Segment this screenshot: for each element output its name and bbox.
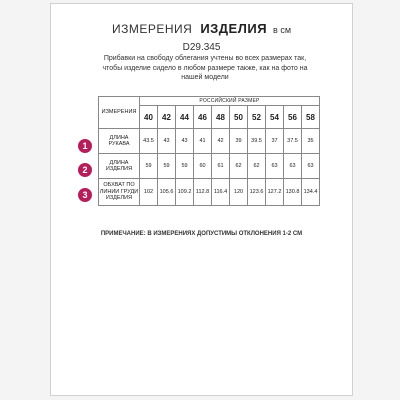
value-cell: 43 — [158, 129, 176, 154]
corner-label: ИЗМЕРЕНИЯ — [99, 97, 140, 129]
value-cell: 59 — [176, 154, 194, 179]
size-cell: 48 — [212, 106, 230, 129]
value-cell: 39.5 — [248, 129, 266, 154]
value-cell: 63 — [302, 154, 320, 179]
row-label: ДЛИНА РУКАВА — [99, 129, 140, 154]
value-cell: 62 — [230, 154, 248, 179]
value-cell: 41 — [194, 129, 212, 154]
size-cell: 44 — [176, 106, 194, 129]
row-label: ОБХВАТ ПО ЛИНИИ ГРУДИ ИЗДЕЛИЯ — [99, 179, 140, 206]
value-cell: 134.4 — [302, 179, 320, 206]
value-cell: 116.4 — [212, 179, 230, 206]
value-cell: 37.5 — [284, 129, 302, 154]
product-code: D29.345 — [182, 42, 221, 53]
value-cell: 61 — [212, 154, 230, 179]
table-header-row — [99, 97, 320, 106]
size-cell: 52 — [248, 106, 266, 129]
row-marker-3: 3 — [78, 188, 92, 202]
size-group-label: РОССИЙСКИЙ РАЗМЕР — [140, 97, 320, 106]
value-cell: 62 — [248, 154, 266, 179]
value-cell: 37 — [266, 129, 284, 154]
value-cell: 105.6 — [158, 179, 176, 206]
title-main: ИЗДЕЛИЯ — [200, 21, 268, 36]
measurement-table — [98, 96, 320, 206]
value-cell: 127.2 — [266, 179, 284, 206]
size-cell: 54 — [266, 106, 284, 129]
value-cell: 112.8 — [194, 179, 212, 206]
value-cell: 63 — [266, 154, 284, 179]
value-cell: 42 — [212, 129, 230, 154]
value-cell: 123.6 — [248, 179, 266, 206]
size-cell: 42 — [158, 106, 176, 129]
table-row — [99, 179, 320, 206]
value-cell: 60 — [194, 154, 212, 179]
tolerance-note: ПРИМЕЧАНИЕ: В ИЗМЕРЕНИЯХ ДОПУСТИМЫ ОТКЛОНЕНИЯ 1-2 СМ — [100, 231, 303, 237]
value-cell: 109.2 — [176, 179, 194, 206]
value-cell: 63 — [284, 154, 302, 179]
value-cell: 120 — [230, 179, 248, 206]
value-cell: 102 — [140, 179, 158, 206]
size-cell: 56 — [284, 106, 302, 129]
row-label: ДЛИНА ИЗДЕЛИЯ — [99, 154, 140, 179]
value-cell: 130.8 — [284, 179, 302, 206]
row-marker-1: 1 — [78, 139, 92, 153]
row-marker-2: 2 — [78, 163, 92, 177]
value-cell: 35 — [302, 129, 320, 154]
title-unit: в см — [273, 25, 292, 35]
value-cell: 39 — [230, 129, 248, 154]
size-cell: 50 — [230, 106, 248, 129]
size-cell: 40 — [140, 106, 158, 129]
value-cell: 43.5 — [140, 129, 158, 154]
table-row — [99, 129, 320, 154]
size-cell: 58 — [302, 106, 320, 129]
page-title — [50, 20, 353, 38]
value-cell: 59 — [158, 154, 176, 179]
title-prefix: ИЗМЕРЕНИЯ — [111, 22, 193, 36]
value-cell: 59 — [140, 154, 158, 179]
size-cell: 46 — [194, 106, 212, 129]
table-row — [99, 154, 320, 179]
fit-note: Прибавки на свободу облегания учтены во всех размерах так, чтобы изделие сидело в любом размере также, как на фото на нашей модели — [102, 55, 308, 81]
value-cell: 43 — [176, 129, 194, 154]
